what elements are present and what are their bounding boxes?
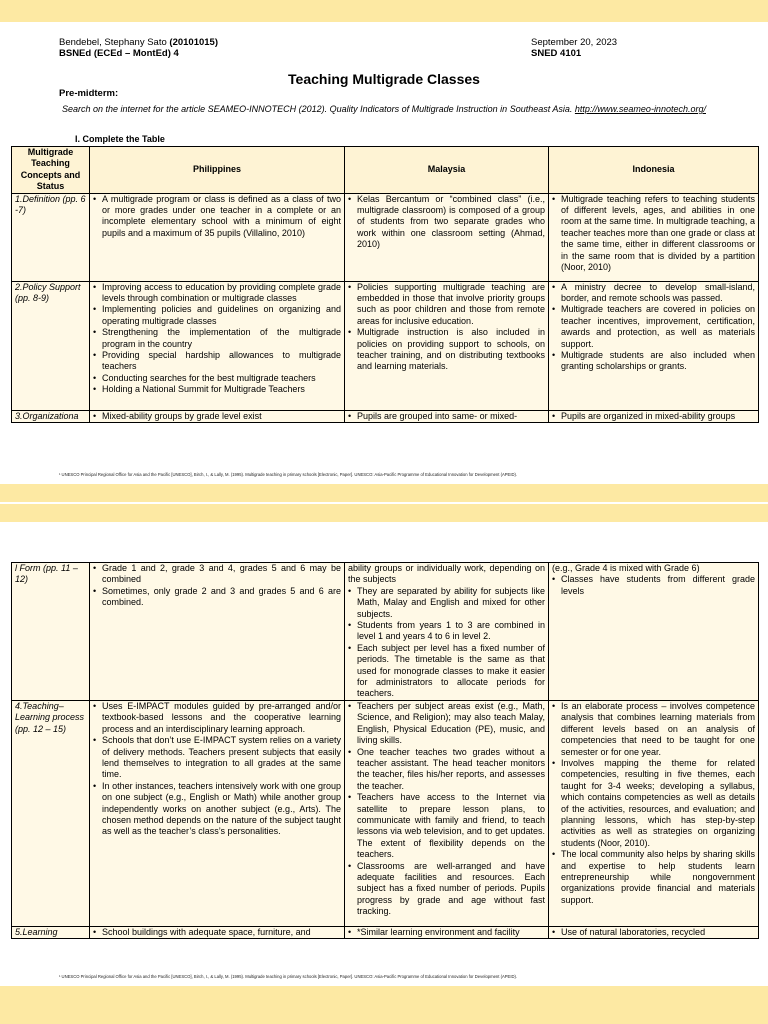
bullet-list [93, 411, 341, 422]
list-item: • Involves mapping the theme for related competencies, resulting in five themes, each taught for 3-4 weeks; developing a syllabus, which contains competencies as well as details of the activities, resources, and evaluation; and planning lessons, which has step-by-step activities as well as strategies on organizing students (Noor, 2010). [552, 758, 755, 849]
row-label: 5.Learning [12, 926, 90, 938]
row-label: 2.Policy Support (pp. 8-9) [12, 281, 90, 410]
list-item: • Pupils are grouped into same- or mixed- [348, 411, 545, 422]
table-row [12, 700, 759, 926]
bullet-list [93, 282, 341, 396]
page-gap [0, 504, 768, 522]
course-code: SNED 4101 [531, 48, 582, 59]
student-id: (20101015) [169, 37, 219, 48]
document-title: Teaching Multigrade Classes [288, 71, 480, 87]
list-item: • Conducting searches for the best multigrade teachers [93, 373, 341, 384]
list-item: • Each subject per level has a fixed number of periods. The timetable is the same as that used for monograde classes to make it easier for administrators to allocate periods for teachers. [348, 643, 545, 700]
cell-indonesia [549, 563, 759, 701]
table-header-row [12, 147, 759, 194]
cell-philippines [90, 700, 345, 926]
cell-philippines [90, 926, 345, 938]
cell-indonesia [549, 410, 759, 422]
list-item: • A ministry decree to develop small-island, border, and remote schools was passed. [552, 282, 755, 305]
submission-date: September 20, 2023 [531, 37, 618, 48]
bullet-list [552, 282, 755, 373]
document-page-2 [0, 522, 768, 986]
list-item: • Improving access to education by providing complete grade levels through combination or multigrade classes [93, 282, 341, 305]
cell-indonesia [549, 700, 759, 926]
list-item: • Multigrade teachers are covered in policies on teacher incentives, improvement, certification, awards and protection, as well as materials support. [552, 304, 755, 350]
bullet-list [348, 586, 545, 700]
list-item: • Grade 1 and 2, grade 3 and 4, grades 5 and 6 may be combined [93, 563, 341, 586]
cell-malaysia [345, 700, 549, 926]
list-item: • Pupils are organized in mixed-ability groups [552, 411, 755, 422]
continued-text: ability groups or individually work, depending on the subjects [348, 563, 545, 585]
cell-philippines [90, 193, 345, 281]
student-info [59, 37, 218, 59]
instruction-text: Search on the internet for the article SEAMEO-INNOTECH (2012). Quality Indicators of Multigrade Instruction in Southeast Asia. http://www.seameo-innotech.org/ [62, 104, 706, 114]
bullet-list [348, 282, 545, 373]
cell-philippines [90, 410, 345, 422]
list-item: • In other instances, teachers intensively work with one group on one subject (e.g., English or Math) while another group independently works on another subject (e.g., Arts). The chosen method depends on the nature of the subject taught as well as the teacher’s class’s personalities. [93, 781, 341, 838]
section-heading: I. Complete the Table [75, 134, 165, 144]
bullet-list [552, 927, 755, 938]
bullet-list [348, 701, 545, 918]
bullet-list [93, 563, 341, 609]
table-row [12, 281, 759, 410]
list-item: • Providing special hardship allowances to multigrade teachers [93, 350, 341, 373]
list-item: • One teacher teaches two grades without a teacher assistant. The head teacher monitors the teacher, files his/her reports, and assesses the teacher. [348, 747, 545, 793]
comparison-table-page-2 [11, 562, 759, 939]
cell-indonesia [549, 926, 759, 938]
list-item: • Uses E-IMPACT modules guided by pre-arranged and/or textbook-based lessons and the cooperative learning process and an interdisciplinary learning approach. [93, 701, 341, 735]
page-gap-top [0, 0, 768, 22]
list-item: • Use of natural laboratories, recycled [552, 927, 755, 938]
bullet-list [93, 927, 341, 938]
list-item: • School buildings with adequate space, furniture, and [93, 927, 341, 938]
list-item: • Strengthening the implementation of the multigrade program in the country [93, 327, 341, 350]
list-item: • Schools that don’t use E-IMPACT system relies on a variety of delivery methods. Teachers present subjects that easily lend themselves to integration to all grades at the same time. [93, 735, 341, 781]
header-concepts: Multigrade Teaching Concepts and Status [12, 147, 90, 194]
cell-philippines [90, 563, 345, 701]
bullet-list [93, 701, 341, 838]
footnote: ¹ UNESCO Principal Regional Office for Asia and the Pacific [UNESCO], Birch, I., & Lally, M. (1995). Multigrade teaching in primary schools [Electronic, Paper]. UNESCO: Asia-Pacific Programme of Educational Innovation for Development (APEID). [59, 974, 518, 979]
list-item: • *Similar learning environment and facility [348, 927, 545, 938]
premidterm-label: Pre-midterm: [59, 88, 119, 99]
continued-text: (e.g., Grade 4 is mixed with Grade 6) [552, 563, 700, 573]
bullet-list [93, 194, 341, 240]
bullet-list [348, 927, 545, 938]
cell-malaysia [345, 281, 549, 410]
list-item: • Is an elaborate process – involves competence analysis that combines learning materials from different levels based on an analysis of competencies that need to be taught for one semester or for one year. [552, 701, 755, 758]
bullet-list [552, 574, 755, 597]
cell-indonesia [549, 193, 759, 281]
list-item: • They are separated by ability for subjects like Math, Malay and English and mixed for other subjects. [348, 586, 545, 620]
list-item: • Sometimes, only grade 2 and 3 and grades 5 and 6 are combined. [93, 586, 341, 609]
list-item: • Classes have students from different grade levels [552, 574, 755, 597]
list-item: • Implementing policies and guidelines on organizing and operating multigrade classes [93, 304, 341, 327]
bullet-list [552, 194, 755, 274]
page-gap-bottom [0, 986, 768, 1024]
footnote: ¹ UNESCO Principal Regional Office for Asia and the Pacific [UNESCO], Birch, I., & Lally, M. (1995). Multigrade teaching in primary schools [Electronic, Paper]. UNESCO: Asia-Pacific Programme of Educational Innovation for Development (APEID). [59, 472, 518, 477]
list-item: • Multigrade students are also included when granting scholarships or grants. [552, 350, 755, 373]
table-row [12, 193, 759, 281]
row-label: 4.Teaching–Learning process (pp. 12 – 15) [12, 700, 90, 926]
list-item: • Policies supporting multigrade teaching are embedded in those that involve priority groups such as poor children and those from remote areas for inclusive education. [348, 282, 545, 328]
list-item: • Kelas Bercantum or “combined class” (i.e., multigrade classroom) is composed of a group of students from two separate grades who work within one classroom setting (Ahmad, 2010) [348, 194, 545, 251]
list-item: • A multigrade program or class is defined as a class of two or more grades under one teacher in a complete or an incomplete elementary school with a minimum of eight pupils and a maximum of 35 pupils (Villalino, 2010) [93, 194, 341, 240]
bullet-list [552, 701, 755, 906]
table-row [12, 563, 759, 701]
comparison-table-page-1 [11, 146, 759, 423]
list-item: • Classrooms are well-arranged and have adequate facilities and resources. Each subject has a fixed number of periods. Pupils progress by grade and age without fast tracking. [348, 861, 545, 918]
list-item: • Teachers per subject areas exist (e.g., Math, Science, and Religion); may also teach Malay, English, Physical Education (PE), music, and living skills. [348, 701, 545, 747]
cell-malaysia [345, 193, 549, 281]
list-item: • Holding a National Summit for Multigrade Teachers [93, 384, 341, 395]
page-gap [0, 484, 768, 502]
seameo-link[interactable]: http://www.seameo-innotech.org/ [574, 104, 706, 114]
cell-malaysia [345, 563, 549, 701]
list-item: • The local community also helps by sharing skills and expertise to help students learn entrepreneurship while nongovernment organizations provide financial and materials support. [552, 849, 755, 906]
bullet-list [348, 194, 545, 251]
header-indonesia: Indonesia [549, 147, 759, 194]
row-label: 3.Organizationa [12, 410, 90, 422]
bullet-list [348, 411, 545, 422]
course-info [531, 37, 617, 59]
student-name: Bendebel, Stephany Sato [59, 37, 170, 48]
bullet-list [552, 411, 755, 422]
table-row [12, 926, 759, 938]
cell-indonesia [549, 281, 759, 410]
cell-philippines [90, 281, 345, 410]
header-philippines: Philippines [90, 147, 345, 194]
cell-malaysia [345, 410, 549, 422]
student-program: BSNEd (ECEd – MontEd) 4 [59, 48, 179, 59]
row-label: l Form (pp. 11 – 12) [12, 563, 90, 701]
row-label: 1.Definition (pp. 6 -7) [12, 193, 90, 281]
table-row [12, 410, 759, 422]
list-item: • Mixed-ability groups by grade level exist [93, 411, 341, 422]
list-item: • Students from years 1 to 3 are combined in level 1 and years 4 to 6 in level 2. [348, 620, 545, 643]
header-malaysia: Malaysia [345, 147, 549, 194]
list-item: • Multigrade teaching refers to teaching students of different levels, ages, and abilities in one room at the same time. In multigrade teaching, a teacher teaches more than one grade or class at the same time, either in different classrooms or in the same room that is divided by a partition (Noor, 2010) [552, 194, 755, 274]
list-item: • Multigrade instruction is also included in policies on providing support to schools, on teacher training, and on distributing textbooks and learning materials. [348, 327, 545, 373]
list-item: • Teachers have access to the Internet via satellite to prepare lesson plans, to communicate with family and friend, to teach lessons via web television, and to get updates. The extent of flexibility depends on the teachers. [348, 792, 545, 860]
cell-malaysia [345, 926, 549, 938]
